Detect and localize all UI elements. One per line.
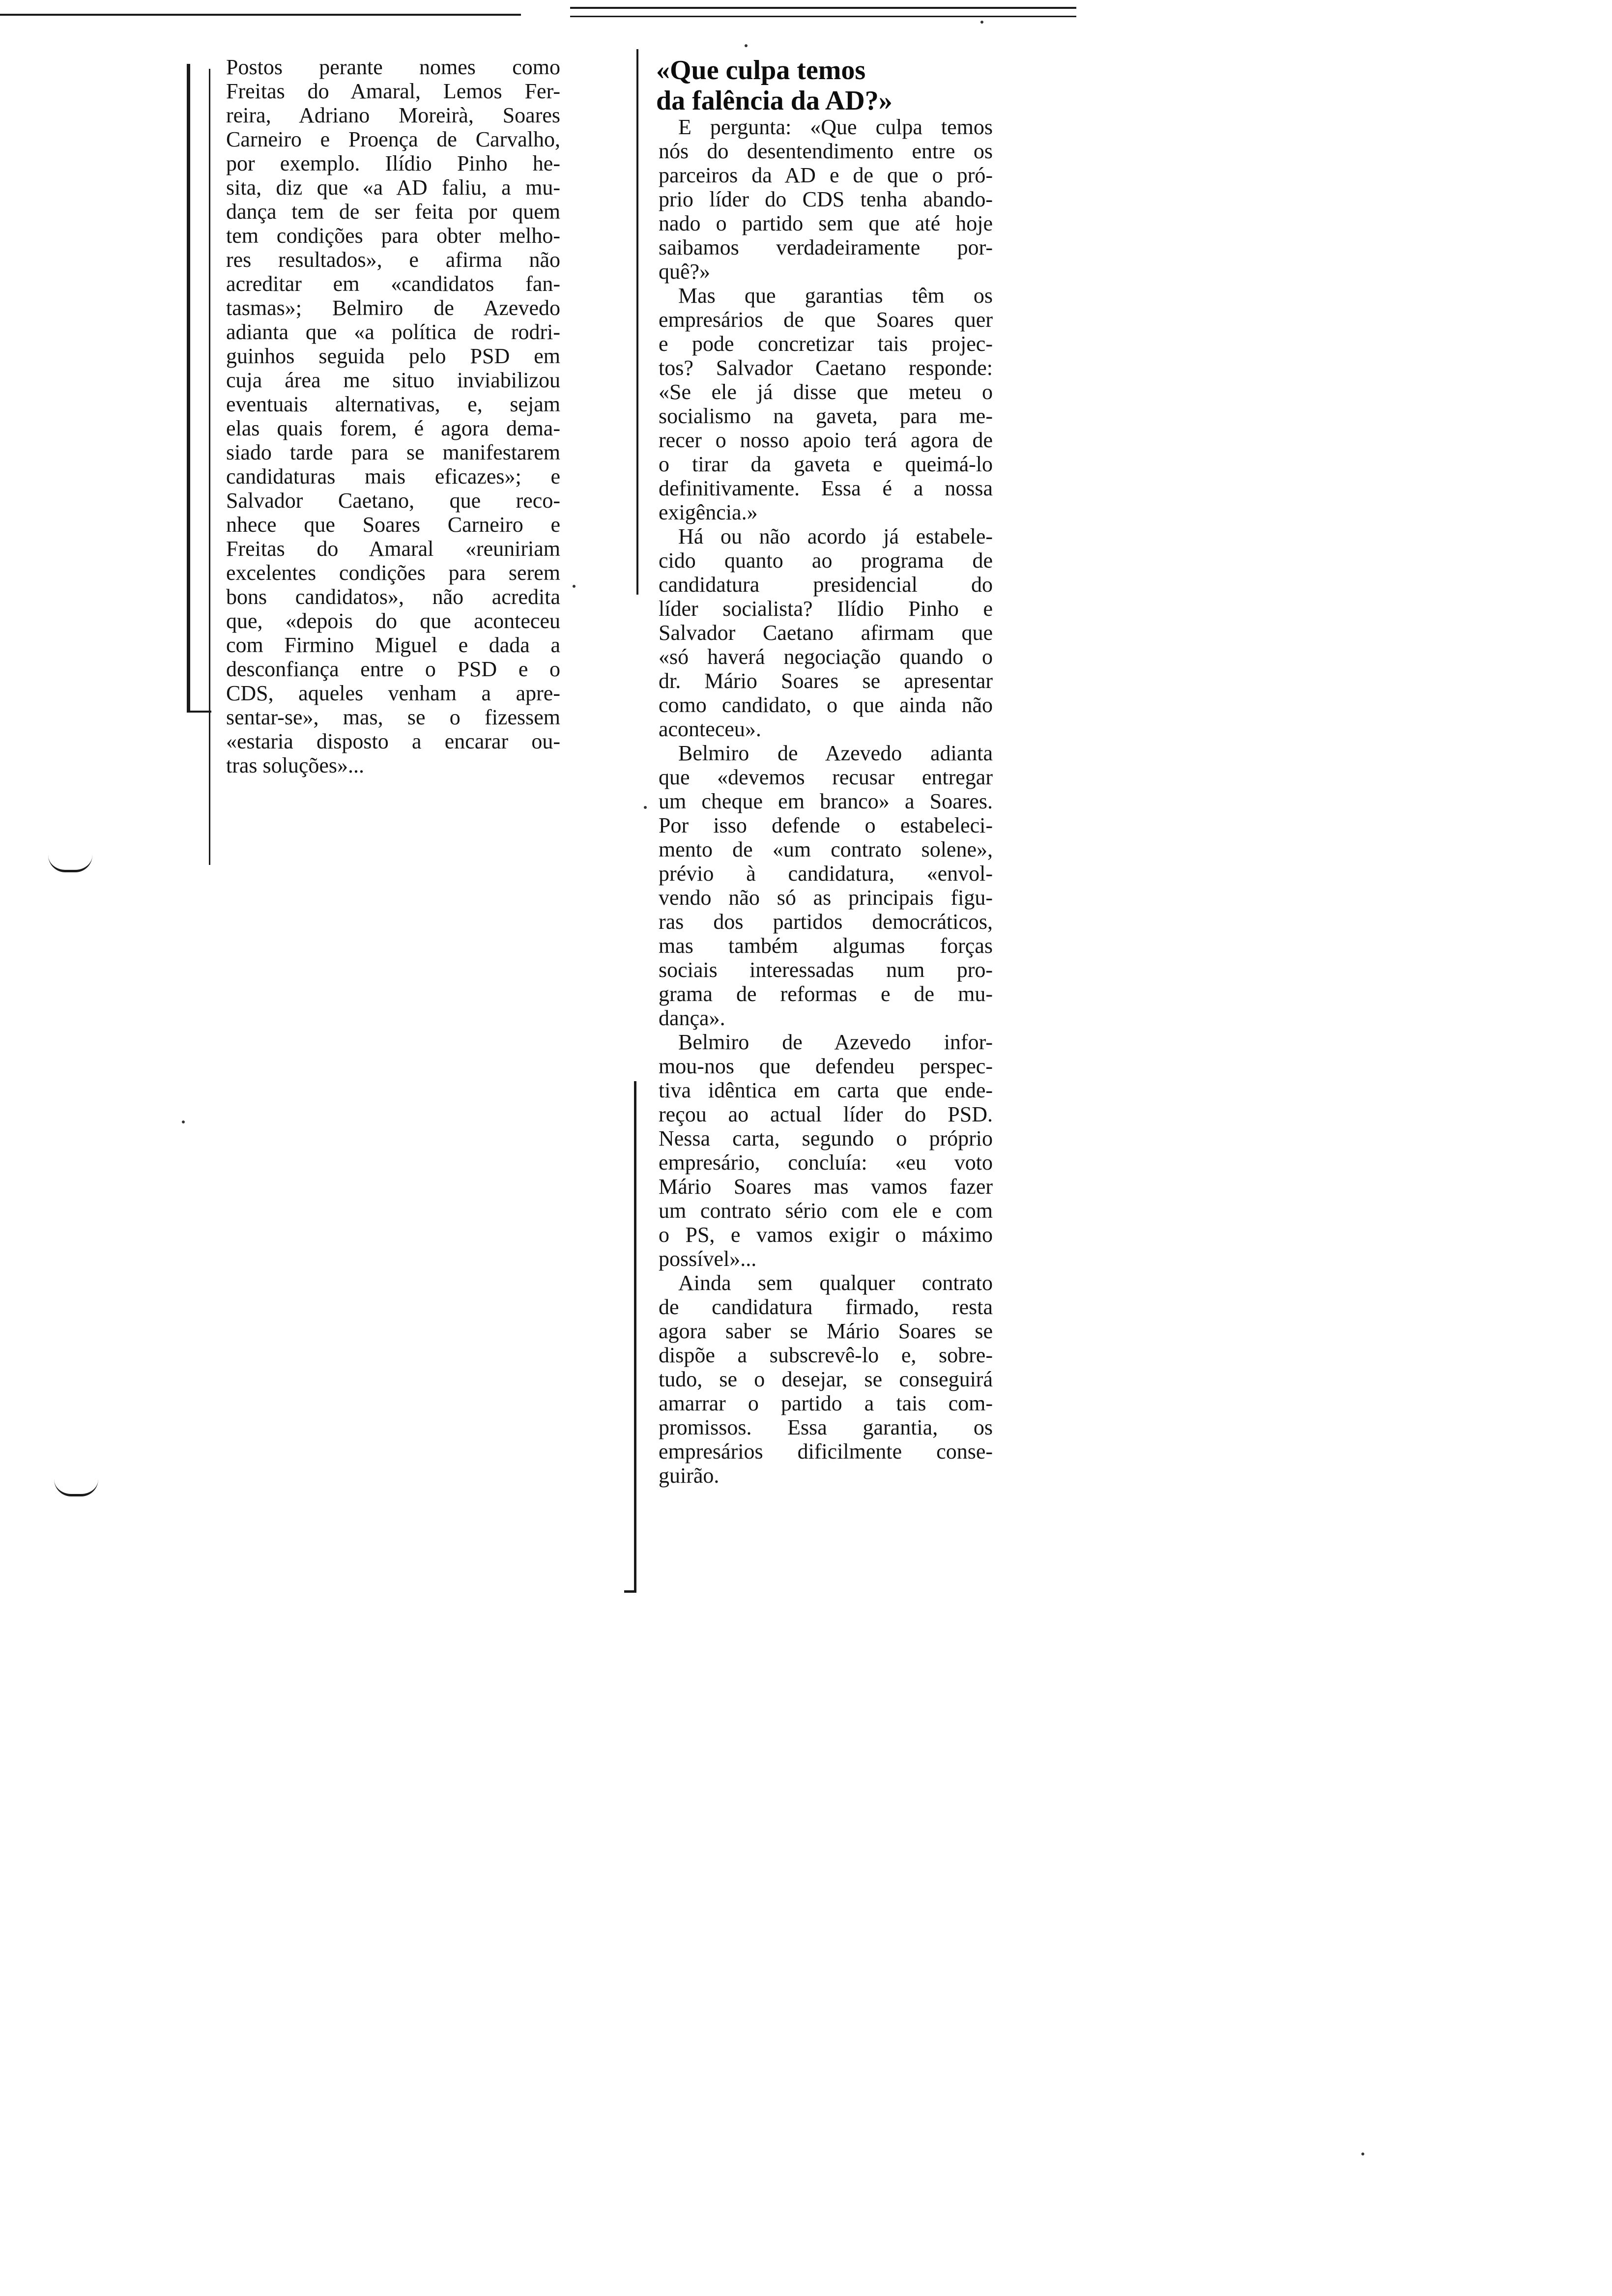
speck [644,806,647,809]
text-line: «Se ele já disse que meteu o [659,380,993,404]
text-line: «estaria disposto a encarar ou- [226,729,560,753]
text-line: tasmas»; Belmiro de Azevedo [226,296,560,320]
text-line: definitivamente. Essa é a nossa [659,476,993,500]
text-line: possível»... [659,1247,757,1271]
article-paragraph [659,284,993,524]
text-line: Belmiro de Azevedo infor- [678,1030,993,1054]
text-line: vendo não só as principais figu- [659,886,993,910]
text-line: nhece que Soares Carneiro e [226,513,560,537]
text-line: cuja área me situo inviabilizou [226,368,560,392]
text-line: sociais interessadas num pro- [659,958,993,982]
text-line: agora saber se Mário Soares se [659,1319,993,1343]
text-line: Mas que garantias têm os [678,284,993,308]
text-line: dança». [659,1006,725,1030]
text-line: tem condições para obter melho- [226,224,560,248]
text-line: saibamos verdadeiramente por- [659,235,993,259]
text-line: candidaturas mais eficazes»; e [226,464,560,488]
text-line: res resultados», e afirma não [226,248,560,272]
text-line: promissos. Essa garantia, os [659,1415,993,1439]
text-line: um cheque em branco» a Soares. [659,789,993,813]
text-line: tiva idêntica em carta que ende- [659,1078,993,1102]
text-line: prio líder do CDS tenha abando- [659,187,993,211]
text-line: Freitas do Amaral «reuniriam [226,537,560,561]
text-line: empresários dificilmente conse- [659,1439,993,1464]
text-line: tras soluções»... [226,753,365,777]
left-column-text [226,55,560,777]
text-line: parceiros da AD e de que o pró- [659,163,993,187]
article-paragraph [659,1271,993,1488]
text-line: empresários de que Soares quer [659,308,993,332]
article-paragraph [659,741,993,1030]
article-headline [656,55,1010,116]
text-line: o PS, e vamos exigir o máximo [659,1223,993,1247]
headline-line: «Que culpa temos [656,55,866,86]
right-column-bar-low [634,1081,636,1592]
text-line: Ainda sem qualquer contrato [678,1271,993,1295]
text-line: de candidatura firmado, resta [659,1295,993,1319]
text-line: reçou ao actual líder do PSD. [659,1102,993,1126]
text-line: líder socialista? Ilídio Pinho e [659,597,993,621]
speck [1361,2152,1364,2155]
text-line: adianta que «a política de rodri- [226,320,560,344]
left-column-bar-foot [187,711,211,713]
article-paragraph [659,1030,993,1271]
text-line: Por isso defende o estabeleci- [659,813,993,837]
text-line: cido quanto ao programa de [659,548,993,573]
left-column-bar-inner [209,69,210,865]
text-line: mas também algumas forças [659,934,993,958]
text-line: mento de «um contrato solene», [659,837,993,861]
text-line: dança tem de ser feita por quem [226,200,560,224]
speck [980,21,983,24]
text-line: que, «depois do que aconteceu [226,609,560,633]
text-line: CDS, aqueles venham a apre- [226,681,560,705]
text-line: reira, Adriano Moreirà, Soares [226,103,560,127]
text-line: acreditar em «candidatos fan- [226,272,560,296]
margin-curve-mark-2 [54,1479,98,1496]
text-line: excelentes condições para serem [226,561,560,585]
text-line: um contrato sério com ele e com [659,1199,993,1223]
text-line: o tirar da gaveta e queimá-lo [659,452,993,476]
text-line: sita, diz que «a AD faliu, a mu- [226,175,560,200]
text-line: bons candidatos», não acredita [226,585,560,609]
top-rule-left [0,14,521,16]
text-line: dispõe a subscrevê-lo e, sobre- [659,1343,993,1367]
top-rule-right-2 [570,16,1076,17]
text-line: exigência.» [659,500,758,524]
text-line: Postos perante nomes como [226,55,560,79]
article-paragraph [659,115,993,284]
text-line: Salvador Caetano afirmam que [659,621,993,645]
text-line: com Firmino Miguel e dada a [226,633,560,657]
text-line: amarrar o partido a tais com- [659,1391,993,1415]
text-line: Belmiro de Azevedo adianta [678,741,993,765]
text-line: guinhos seguida pelo PSD em [226,344,560,368]
top-rule-right [570,7,1076,9]
text-line: dr. Mário Soares se apresentar [659,669,993,693]
text-line: sentar-se», mas, se o fizessem [226,705,560,729]
text-line: aconteceu». [659,717,761,741]
text-line: ras dos partidos democráticos, [659,910,993,934]
text-line: recer o nosso apoio terá agora de [659,428,993,452]
text-line: tudo, se o desejar, se conseguirá [659,1367,993,1391]
text-line: socialismo na gaveta, para me- [659,404,993,428]
text-line: nós do desentendimento entre os [659,139,993,163]
article-paragraph [659,524,993,741]
text-line: prévio à candidatura, «envol- [659,861,993,886]
text-line: desconfiança entre o PSD e o [226,657,560,681]
margin-curve-mark [48,855,92,872]
text-line: Salvador Caetano, que reco- [226,488,560,513]
speck [745,44,748,47]
speck [182,1120,185,1123]
right-column-text [659,115,993,1488]
text-line: Carneiro e Proença de Carvalho, [226,127,560,151]
text-line: empresário, concluía: «eu voto [659,1150,993,1175]
text-line: Nessa carta, segundo o próprio [659,1126,993,1150]
text-line: elas quais forem, é agora dema- [226,416,560,440]
left-column-bar-outer [187,64,190,713]
speck [573,585,576,588]
text-line: como candidato, o que ainda não [659,693,993,717]
text-line: eventuais alternativas, e, sejam [226,392,560,416]
text-line: e pode concretizar tais projec- [659,332,993,356]
text-line: siado tarde para se manifestarem [226,440,560,464]
right-column-bar-foot [624,1590,636,1593]
text-line: quê?» [659,259,711,284]
right-column-bar [636,49,638,595]
text-line: por exemplo. Ilídio Pinho he- [226,151,560,175]
text-line: Há ou não acordo já estabele- [678,524,993,548]
text-line: nado o partido sem que até hoje [659,211,993,235]
headline-line: da falência da AD?» [656,86,892,116]
text-line: guirão. [659,1464,720,1488]
text-line: candidatura presidencial do [659,573,993,597]
text-line: «só haverá negociação quando o [659,645,993,669]
text-line: tos? Salvador Caetano responde: [659,356,993,380]
text-line: E pergunta: «Que culpa temos [678,115,993,139]
text-line: que «devemos recusar entregar [659,765,993,789]
text-line: grama de reformas e de mu- [659,982,993,1006]
text-line: Mário Soares mas vamos fazer [659,1175,993,1199]
text-line: Freitas do Amaral, Lemos Fer- [226,79,560,103]
text-line: mou-nos que defendeu perspec- [659,1054,993,1078]
